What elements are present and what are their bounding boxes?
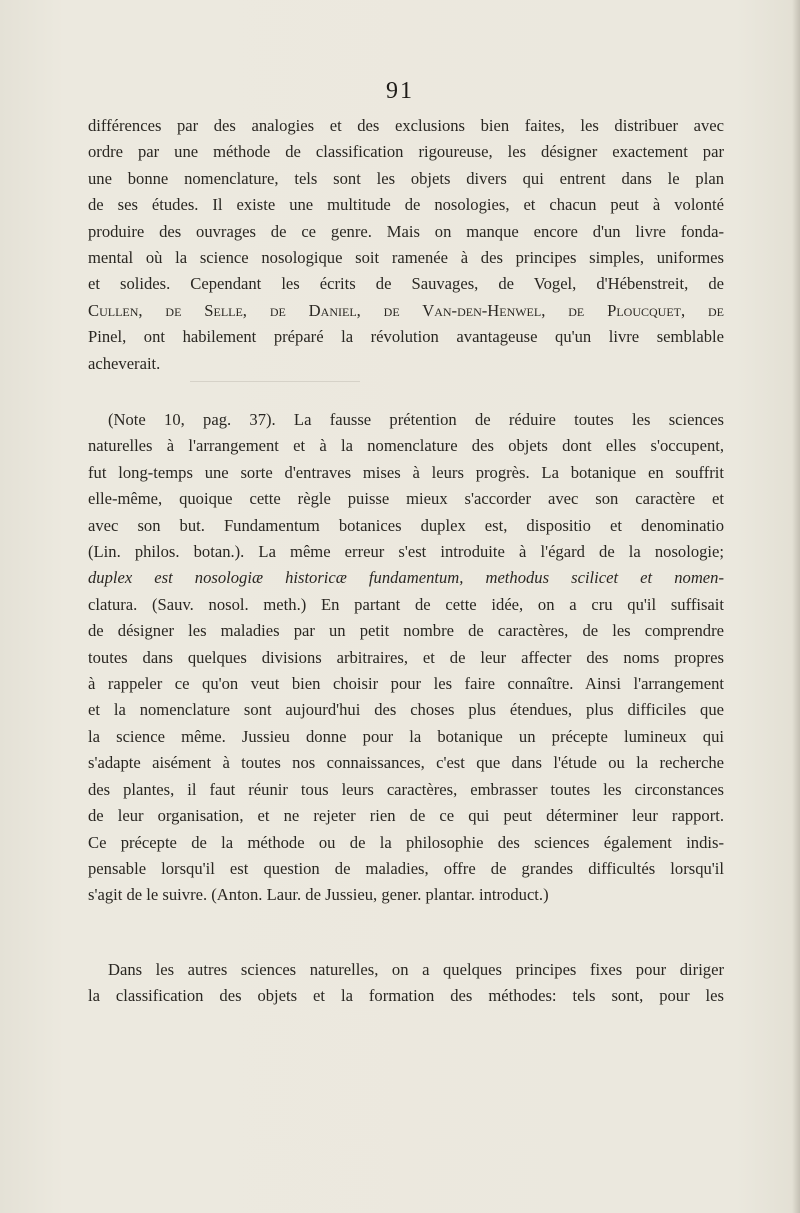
text-line: Pinel, ont habilement préparé la révolution avantageuse qu'un livre semblable (88, 327, 724, 347)
text-line: différences par des analogies et des exclusions bien faites, les distribuer avec (88, 116, 724, 135)
text-line: acheverait. (88, 353, 161, 373)
text-line: (Note 10, pag. 37). La fausse prétention de réduire toutes les sciences (108, 410, 724, 429)
text-line: avec son but. Fundamentum botanices duplex est, dispositio et denominatio (88, 515, 724, 535)
text-line: Cullen, de Selle, de Daniel, de Van-den-Henwel, de Ploucquet, de (88, 300, 724, 320)
text-line: et la nomenclature sont aujourd'hui des choses plus étendues, plus difficiles que (88, 700, 724, 720)
text-line: de désigner les maladies par un petit nombre de caractères, de les comprendre (88, 621, 724, 641)
text-line: des plantes, il faut réunir tous leurs caractères, embrasser toutes les circonstances (88, 779, 724, 799)
text-line: s'adapte aisément à toutes nos connaissances, c'est que dans l'étude ou la recherche (88, 753, 724, 773)
text-line: et solides. Cependant les écrits de Sauvages, de Vogel, d'Hébenstreit, de (88, 274, 724, 294)
text-line: la science même. Jussieu donne pour la botanique un précepte lumineux qui (88, 726, 724, 746)
text-line: pensable lorsqu'il est question de maladies, offre de grandes difficultés lorsqu'il (88, 858, 724, 878)
text-line: duplex est nosologiæ historicæ fundamentum, methodus scilicet et nomen- (88, 568, 724, 588)
text-line: à rappeler ce qu'on veut bien choisir pour les faire connaître. Ainsi l'arrangement (88, 674, 724, 694)
paragraph-2 (88, 407, 724, 909)
text-line: produire des ouvrages de ce genre. Mais on manque encore d'un livre fonda- (88, 221, 724, 241)
text-line: Ce précepte de la méthode ou de la philosophie des sciences également indis- (88, 832, 724, 852)
text-line: la classification des objets et la formation des méthodes: tels sont, pour les (88, 986, 724, 1006)
text-line: Dans les autres sciences naturelles, on a quelques principes fixes pour diriger (108, 960, 724, 979)
faint-rule (190, 381, 360, 382)
text-line: une bonne nomenclature, tels sont les objets divers qui entrent dans le plan (88, 168, 724, 188)
text-line: elle-même, quoique cette règle puisse mieux s'accorder avec son caractère et (88, 489, 724, 509)
text-line: de ses études. Il existe une multitude de nosologies, et chacun peut à volonté (88, 195, 724, 215)
paragraph-3 (88, 957, 724, 1010)
text-line: naturelles à l'arrangement et à la nomenclature des objets dont elles s'occupent, (88, 436, 724, 456)
text-line: de leur organisation, et ne rejeter rien de ce qui peut déterminer leur rapport. (88, 806, 724, 826)
text-line: clatura. (Sauv. nosol. meth.) En partant de cette idée, on a cru qu'il suffisait (88, 594, 724, 614)
text-line: toutes dans quelques divisions arbitraires, et de leur affecter des noms propres (88, 647, 724, 667)
text-line: mental où la science nosologique soit ramenée à des principes simples, uniformes (88, 248, 724, 268)
text-line: (Lin. philos. botan.). La même erreur s'est introduite à l'égard de la nosologie; (88, 542, 724, 562)
text-line: ordre par une méthode de classification rigoureuse, les désigner exactement par (88, 142, 724, 162)
page-edge-shadow (792, 0, 800, 1213)
text-line: fut long-temps une sorte d'entraves mises à leurs progrès. La botanique en souffrit (88, 462, 724, 482)
page-number: 91 (386, 78, 414, 104)
text-line: s'agit de le suivre. (Anton. Laur. de Jussieu, gener. plantar. introduct.) (88, 885, 549, 905)
paragraph-1 (88, 113, 724, 377)
